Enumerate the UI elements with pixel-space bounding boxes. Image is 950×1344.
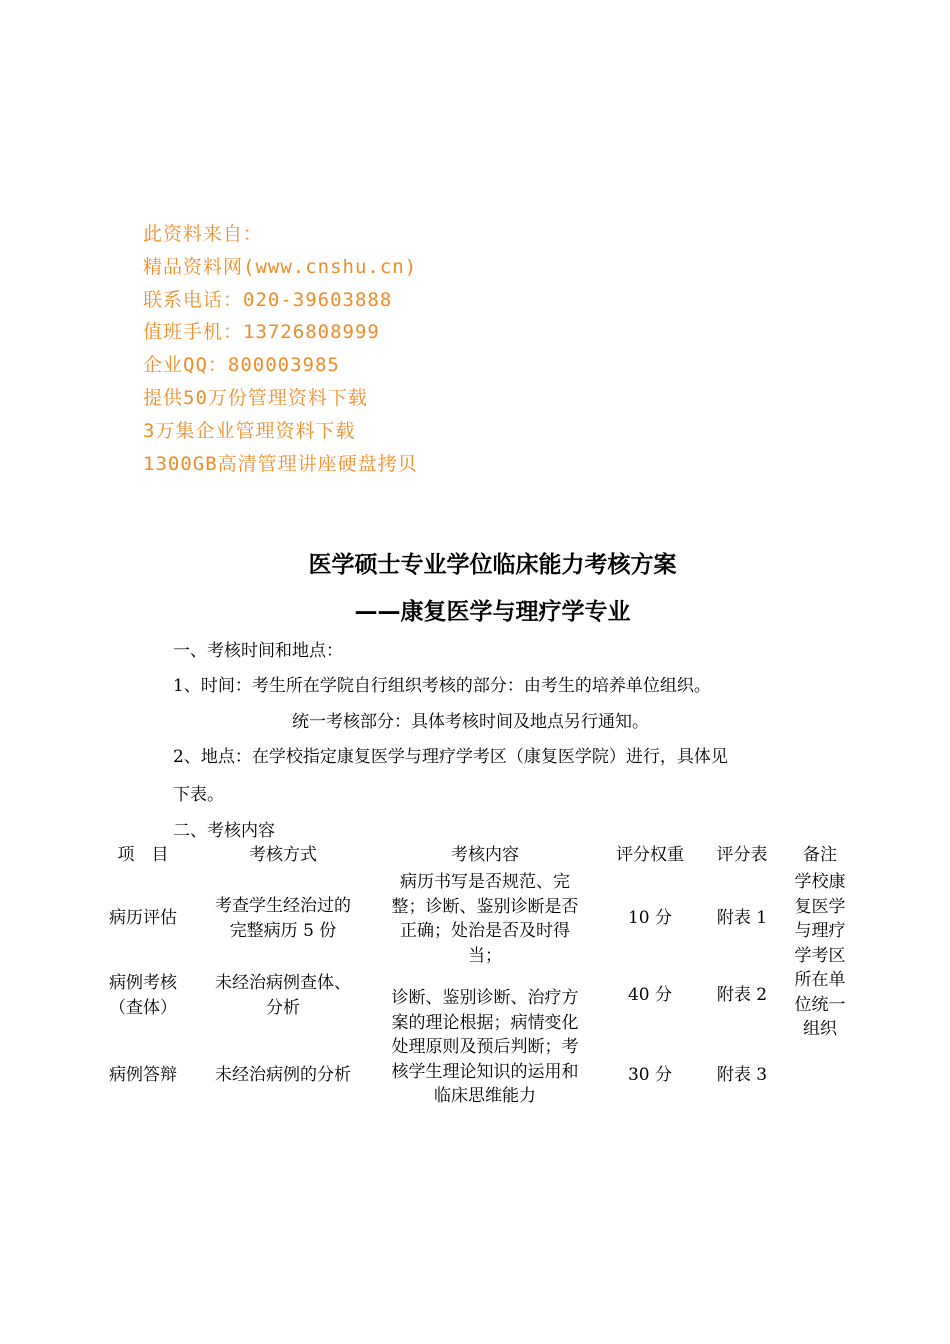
remark-line: 所在单: [794, 970, 846, 990]
row3-item: 病例答辩: [109, 1065, 177, 1085]
row2-method-line: 分析: [266, 997, 300, 1018]
promo-line: 精品资料网(www.cnshu.cn): [143, 255, 418, 278]
header-method: 考核方式: [249, 845, 317, 865]
header-remark: 备注: [803, 845, 837, 865]
content-line: 诊断、鉴别诊断、治疗方: [391, 988, 579, 1008]
row2-method: [203, 971, 363, 1020]
content-line: 临床思维能力: [434, 1086, 536, 1106]
row1-weight: 10 分: [627, 908, 673, 928]
promo-line: 提供50万份管理资料下载: [143, 386, 368, 409]
place-paragraph: 2、地点：在学校指定康复医学与理疗学考区（康复医学院）进行，具体见: [173, 747, 728, 767]
row3-method: 未经治病例的分析: [215, 1065, 351, 1085]
row1-method: [203, 894, 363, 943]
remark-line: 学考区: [794, 945, 846, 966]
document-subtitle: ——康复医学与理疗学专业: [354, 599, 631, 625]
document-title: 医学硕士专业学位临床能力考核方案: [308, 552, 677, 578]
promo-line: 联系电话：020-39603888: [143, 288, 393, 311]
promo-line: 企业QQ：800003985: [143, 354, 340, 377]
remark-line: 学校康: [794, 872, 846, 892]
promo-line: 值班手机：13726808999: [143, 321, 380, 344]
promo-line: 1300GB高清管理讲座硬盘拷贝: [143, 452, 418, 475]
row2-form: 附表 2: [716, 985, 768, 1005]
row1-method-line: 考查学生经治过的: [215, 896, 351, 916]
content-block-1: [375, 870, 595, 968]
row1-item: 病历评估: [109, 908, 177, 928]
content-line: 整；诊断、鉴别诊断是否: [391, 896, 579, 917]
content-line: 核学生理论知识的运用和: [391, 1061, 579, 1082]
promo-line: 此资料来自：: [143, 223, 264, 245]
row1-form: 附表 1: [716, 908, 768, 928]
row3-form: 附表 3: [716, 1065, 768, 1085]
header-content: 考核内容: [451, 845, 519, 865]
header-item: 项 目: [117, 845, 169, 865]
row3-weight: 30 分: [627, 1065, 673, 1085]
row2-item-line: （查体）: [109, 997, 177, 1018]
row2-item-line: 病例考核: [109, 973, 177, 993]
content-line: 当；: [468, 945, 502, 966]
remark-line: 与理疗: [794, 921, 846, 941]
header-weight: 评分权重: [616, 845, 684, 865]
section-heading-1: 一、考核时间和地点：: [173, 641, 343, 661]
content-line: 病历书写是否规范、完: [400, 872, 570, 892]
promo-block: [143, 218, 418, 480]
content-line: 正确；处治是否及时得: [400, 921, 570, 941]
place-paragraph-cont: 下表。: [173, 785, 224, 805]
row2-item: [103, 971, 183, 1020]
row1-method-line: 完整病历 5 份: [229, 920, 337, 941]
header-form: 评分表: [716, 845, 768, 865]
remark-line: 组织: [803, 1019, 837, 1039]
row2-weight: 40 分: [627, 985, 673, 1005]
content-line: 处理原则及预后判断；考: [391, 1037, 579, 1057]
time-paragraph: 1、时间：考生所在学院自行组织考核的部分：由考生的培养单位组织。: [173, 676, 711, 696]
content-block-2: [375, 986, 595, 1109]
remark-column: [786, 870, 854, 1042]
time-paragraph-cont: 统一考核部分：具体考核时间及地点另行通知。: [292, 712, 649, 732]
row2-method-line: 未经治病例查体、: [215, 973, 351, 993]
promo-line: 3万集企业管理资料下载: [143, 419, 356, 442]
remark-line: 复医学: [794, 896, 846, 917]
content-line: 案的理论根据；病情变化: [391, 1012, 579, 1033]
remark-line: 位统一: [794, 994, 846, 1015]
section-heading-2: 二、考核内容: [173, 821, 275, 841]
